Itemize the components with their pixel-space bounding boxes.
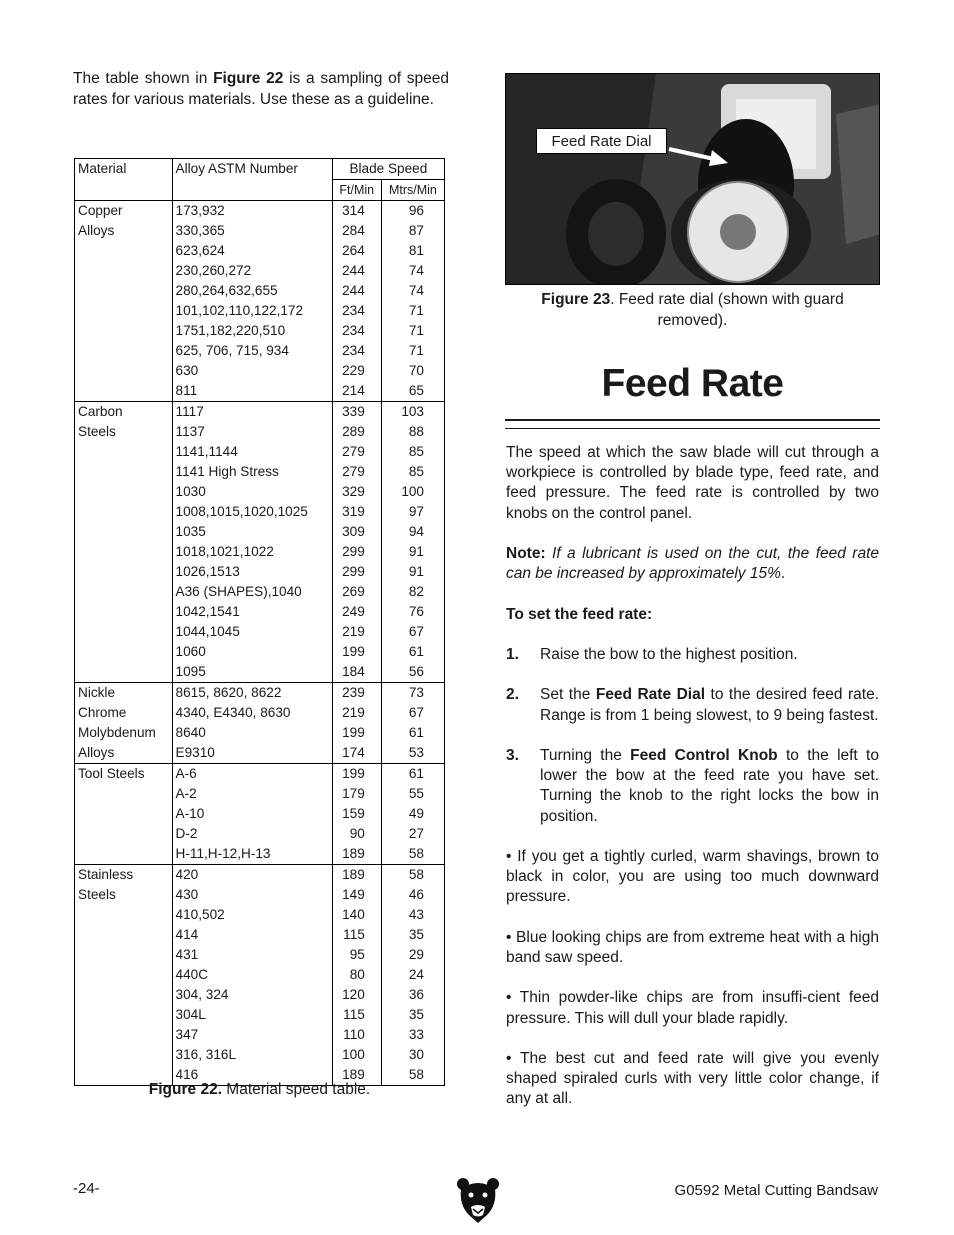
alloy-cell: 416 (172, 1065, 332, 1086)
ft-min-cell: 239 (332, 683, 381, 704)
alloy-cell: 1008,1015,1020,1025 (172, 502, 332, 522)
table-row (75, 865, 445, 886)
footer-title: G0592 Metal Cutting Bandsaw (674, 1182, 878, 1199)
table-row (75, 764, 445, 785)
material-cell (75, 321, 173, 341)
mtrs-min-cell: 56 (381, 662, 444, 683)
mtrs-min-cell: 94 (381, 522, 444, 542)
alloy-cell: 173,932 (172, 201, 332, 222)
table-row (75, 804, 445, 824)
step-text-post: to the desired feed rate. Range is from 1 being slowest, to 9 being fastest. (540, 686, 879, 724)
header-ft-min: Ft/Min (332, 180, 381, 201)
bullet-item: • Thin powder-like chips are from insuffi-cient feed pressure. This will dull your blade rapidly. (506, 989, 879, 1027)
ft-min-cell: 110 (332, 1025, 381, 1045)
mtrs-min-cell: 71 (381, 301, 444, 321)
mtrs-min-cell: 76 (381, 602, 444, 622)
mtrs-min-cell: 74 (381, 261, 444, 281)
table-row (75, 301, 445, 321)
procedure-step (506, 645, 879, 665)
material-cell (75, 965, 173, 985)
ft-min-cell: 199 (332, 723, 381, 743)
header-blade-speed: Blade Speed (332, 159, 444, 180)
material-cell (75, 804, 173, 824)
alloy-cell: 330,365 (172, 221, 332, 241)
mtrs-min-cell: 43 (381, 905, 444, 925)
procedure-heading (506, 605, 879, 625)
table-row (75, 683, 445, 704)
table-row (75, 1005, 445, 1025)
alloy-cell: 1137 (172, 422, 332, 442)
alloy-cell: 1026,1513 (172, 562, 332, 582)
material-cell (75, 281, 173, 301)
procedure-heading-text: To set the feed rate: (506, 605, 653, 623)
ft-min-cell: 234 (332, 301, 381, 321)
material-cell: Copper (75, 201, 173, 222)
feed-rate-dial-callout: Feed Rate Dial (536, 128, 667, 154)
ft-min-cell: 174 (332, 743, 381, 764)
alloy-cell: 625, 706, 715, 934 (172, 341, 332, 361)
material-cell: Tool Steels (75, 764, 173, 785)
grizzly-bear-logo (455, 1175, 501, 1225)
bullet-item: • If you get a tightly curled, warm shavings, brown to black in color, you are using too much downward pressure. (506, 847, 879, 906)
bullet-item: • The best cut and feed rate will give you evenly shaped spiraled curls with very little color change, if any at all. (506, 1049, 879, 1108)
header-material: Material (75, 159, 173, 201)
mtrs-min-cell: 58 (381, 865, 444, 886)
material-cell: Nickle (75, 683, 173, 704)
mtrs-min-cell: 46 (381, 885, 444, 905)
alloy-cell: 1141,1144 (172, 442, 332, 462)
step-text (540, 645, 879, 665)
procedure-step (506, 685, 879, 725)
ft-min-cell: 214 (332, 381, 381, 402)
mtrs-min-cell: 88 (381, 422, 444, 442)
step-control-name: Feed Control Knob (630, 746, 778, 764)
step-number: 2. (506, 686, 519, 704)
ft-min-cell: 149 (332, 885, 381, 905)
step-number: 3. (506, 746, 519, 764)
ft-min-cell: 179 (332, 784, 381, 804)
heading-rule-thick (505, 419, 880, 421)
alloy-cell: A-10 (172, 804, 332, 824)
table-row (75, 562, 445, 582)
material-cell (75, 925, 173, 945)
mtrs-min-cell: 33 (381, 1025, 444, 1045)
mtrs-min-cell: 36 (381, 985, 444, 1005)
ft-min-cell: 279 (332, 442, 381, 462)
ft-min-cell: 140 (332, 905, 381, 925)
intro-text-end: is a sampling of speed rates for various materials. Use these as a guideline. (73, 70, 449, 108)
alloy-cell: 304, 324 (172, 985, 332, 1005)
intro-paragraph (73, 69, 449, 110)
page-number: -24- (73, 1180, 100, 1197)
material-cell (75, 301, 173, 321)
material-cell (75, 582, 173, 602)
mtrs-min-cell: 67 (381, 703, 444, 723)
ft-min-cell: 234 (332, 321, 381, 341)
material-cell: Alloys (75, 221, 173, 241)
material-cell (75, 824, 173, 844)
table-row (75, 743, 445, 764)
table-row (75, 925, 445, 945)
table-row (75, 723, 445, 743)
ft-min-cell: 80 (332, 965, 381, 985)
table-row (75, 1025, 445, 1045)
material-cell (75, 622, 173, 642)
step-text (540, 685, 879, 725)
mtrs-min-cell: 24 (381, 965, 444, 985)
alloy-cell: 1141 High Stress (172, 462, 332, 482)
feed-rate-dial-illustration (506, 74, 880, 285)
ft-min-cell: 289 (332, 422, 381, 442)
mtrs-min-cell: 29 (381, 945, 444, 965)
note-text: If a lubricant is used on the cut, the feed rate can be increased by approximately 15% (506, 545, 879, 583)
material-cell: Steels (75, 422, 173, 442)
alloy-cell: 304L (172, 1005, 332, 1025)
mtrs-min-cell: 67 (381, 622, 444, 642)
alloy-cell: 101,102,110,122,172 (172, 301, 332, 321)
ft-min-cell: 189 (332, 1065, 381, 1086)
table-row (75, 522, 445, 542)
material-cell (75, 361, 173, 381)
table-row (75, 662, 445, 683)
mtrs-min-cell: 103 (381, 402, 444, 423)
mtrs-min-cell: 71 (381, 321, 444, 341)
alloy-cell: A-6 (172, 764, 332, 785)
table-row (75, 201, 445, 222)
material-cell (75, 562, 173, 582)
alloy-cell: E9310 (172, 743, 332, 764)
ft-min-cell: 115 (332, 1005, 381, 1025)
figure-23-text: . Feed rate dial (shown with guard removed). (610, 291, 844, 329)
material-cell (75, 381, 173, 402)
alloy-cell: 1044,1045 (172, 622, 332, 642)
step-text-pre: Raise the bow to the highest position. (540, 645, 798, 663)
alloy-cell: A36 (SHAPES),1040 (172, 582, 332, 602)
material-cell (75, 502, 173, 522)
step-text-pre: Turning the (540, 746, 631, 764)
mtrs-min-cell: 53 (381, 743, 444, 764)
ft-min-cell: 269 (332, 582, 381, 602)
table-row (75, 602, 445, 622)
table-row (75, 221, 445, 241)
table-row (75, 824, 445, 844)
mtrs-min-cell: 91 (381, 542, 444, 562)
alloy-cell: H-11,H-12,H-13 (172, 844, 332, 865)
ft-min-cell: 299 (332, 562, 381, 582)
heading-rule-thin (505, 428, 880, 429)
alloy-cell: 1117 (172, 402, 332, 423)
alloy-cell: 347 (172, 1025, 332, 1045)
alloy-cell: 4340, E4340, 8630 (172, 703, 332, 723)
ft-min-cell: 189 (332, 844, 381, 865)
table-row (75, 582, 445, 602)
material-cell (75, 542, 173, 562)
mtrs-min-cell: 100 (381, 482, 444, 502)
table-row (75, 622, 445, 642)
table-row (75, 784, 445, 804)
material-cell (75, 522, 173, 542)
table-row (75, 361, 445, 381)
mtrs-min-cell: 87 (381, 221, 444, 241)
note-label: Note: (506, 545, 546, 562)
material-cell (75, 642, 173, 662)
ft-min-cell: 319 (332, 502, 381, 522)
alloy-cell: 1060 (172, 642, 332, 662)
figure-22-text: Material speed table. (222, 1081, 371, 1098)
material-cell (75, 482, 173, 502)
note-paragraph (506, 544, 879, 584)
mtrs-min-cell: 70 (381, 361, 444, 381)
ft-min-cell: 90 (332, 824, 381, 844)
table-row (75, 281, 445, 301)
mtrs-min-cell: 58 (381, 844, 444, 865)
material-cell (75, 985, 173, 1005)
table-row (75, 442, 445, 462)
alloy-cell: 431 (172, 945, 332, 965)
header-alloy: Alloy ASTM Number (172, 159, 332, 201)
material-cell (75, 1045, 173, 1065)
mtrs-min-cell: 85 (381, 442, 444, 462)
alloy-cell: 430 (172, 885, 332, 905)
table-row (75, 885, 445, 905)
intro-text: The table shown in (73, 70, 214, 87)
material-cell: Molybdenum (75, 723, 173, 743)
step-control-name: Feed Rate Dial (595, 686, 706, 704)
mtrs-min-cell: 61 (381, 723, 444, 743)
table-row (75, 703, 445, 723)
figure-22-label: Figure 22. (148, 1081, 222, 1098)
ft-min-cell: 314 (332, 201, 381, 222)
material-cell (75, 844, 173, 865)
step-text (540, 746, 879, 827)
table-row (75, 482, 445, 502)
table-row (75, 261, 445, 281)
ft-min-cell: 284 (332, 221, 381, 241)
mtrs-min-cell: 82 (381, 582, 444, 602)
table-row (75, 844, 445, 865)
material-cell (75, 241, 173, 261)
alloy-cell: A-2 (172, 784, 332, 804)
ft-min-cell: 199 (332, 764, 381, 785)
material-cell (75, 341, 173, 361)
mtrs-min-cell: 96 (381, 201, 444, 222)
table-row (75, 462, 445, 482)
mtrs-min-cell: 49 (381, 804, 444, 824)
step-number: 1. (506, 645, 519, 663)
alloy-cell: 410,502 (172, 905, 332, 925)
ft-min-cell: 95 (332, 945, 381, 965)
ft-min-cell: 299 (332, 542, 381, 562)
mtrs-min-cell: 58 (381, 1065, 444, 1086)
ft-min-cell: 115 (332, 925, 381, 945)
mtrs-min-cell: 81 (381, 241, 444, 261)
mtrs-min-cell: 30 (381, 1045, 444, 1065)
table-row (75, 965, 445, 985)
alloy-cell: 8640 (172, 723, 332, 743)
ft-min-cell: 244 (332, 281, 381, 301)
ft-min-cell: 279 (332, 462, 381, 482)
ft-min-cell: 249 (332, 602, 381, 622)
mtrs-min-cell: 74 (381, 281, 444, 301)
material-cell (75, 462, 173, 482)
material-cell: Carbon (75, 402, 173, 423)
alloy-cell: 8615, 8620, 8622 (172, 683, 332, 704)
figure-23-caption (505, 289, 880, 331)
ft-min-cell: 264 (332, 241, 381, 261)
alloy-cell: 1030 (172, 482, 332, 502)
table-row (75, 642, 445, 662)
mtrs-min-cell: 91 (381, 562, 444, 582)
material-cell (75, 442, 173, 462)
ft-min-cell: 184 (332, 662, 381, 683)
alloy-cell: 420 (172, 865, 332, 886)
ft-min-cell: 229 (332, 361, 381, 381)
ft-min-cell: 100 (332, 1045, 381, 1065)
material-cell: Alloys (75, 743, 173, 764)
table-row (75, 321, 445, 341)
mtrs-min-cell: 55 (381, 784, 444, 804)
material-cell: Stainless (75, 865, 173, 886)
material-speed-table (74, 158, 445, 1086)
material-cell (75, 1025, 173, 1045)
ft-min-cell: 329 (332, 482, 381, 502)
alloy-cell: 1095 (172, 662, 332, 683)
ft-min-cell: 339 (332, 402, 381, 423)
mtrs-min-cell: 61 (381, 764, 444, 785)
table-row (75, 542, 445, 562)
table-row (75, 1045, 445, 1065)
table-row (75, 402, 445, 423)
alloy-cell: 811 (172, 381, 332, 402)
mtrs-min-cell: 65 (381, 381, 444, 402)
alloy-cell: 414 (172, 925, 332, 945)
alloy-cell: 623,624 (172, 241, 332, 261)
mtrs-min-cell: 85 (381, 462, 444, 482)
table-row (75, 381, 445, 402)
feed-rate-body (506, 443, 879, 1130)
intro-feed-rate: The speed at which the saw blade will cut through a workpiece is controlled by blade type, feed rate, and feed pressure. The feed rate is controlled by two knobs on the control panel. (506, 444, 879, 522)
material-cell (75, 662, 173, 683)
material-cell: Steels (75, 885, 173, 905)
alloy-cell: 316, 316L (172, 1045, 332, 1065)
table-row (75, 341, 445, 361)
ft-min-cell: 189 (332, 865, 381, 886)
material-cell (75, 905, 173, 925)
figure-22-caption (74, 1081, 445, 1099)
ft-min-cell: 219 (332, 622, 381, 642)
material-cell (75, 1005, 173, 1025)
alloy-cell: 1042,1541 (172, 602, 332, 622)
step-text-pre: Set the (540, 686, 596, 704)
bullet-item: • Blue looking chips are from extreme heat with a high band saw speed. (506, 928, 879, 966)
ft-min-cell: 159 (332, 804, 381, 824)
material-cell: Chrome (75, 703, 173, 723)
ft-min-cell: 309 (332, 522, 381, 542)
ft-min-cell: 120 (332, 985, 381, 1005)
material-cell (75, 261, 173, 281)
alloy-cell: 1018,1021,1022 (172, 542, 332, 562)
procedure-step (506, 746, 879, 827)
ft-min-cell: 244 (332, 261, 381, 281)
section-heading: Feed Rate (601, 362, 784, 405)
table-row (75, 502, 445, 522)
alloy-cell: 1035 (172, 522, 332, 542)
mtrs-min-cell: 27 (381, 824, 444, 844)
procedure-steps (506, 645, 879, 827)
feed-rate-dial-photo (505, 73, 880, 285)
alloy-cell: D-2 (172, 824, 332, 844)
figure-23-label: Figure 23 (541, 291, 611, 308)
alloy-cell: 1751,182,220,510 (172, 321, 332, 341)
table-row (75, 985, 445, 1005)
alloy-cell: 440C (172, 965, 332, 985)
mtrs-min-cell: 73 (381, 683, 444, 704)
note-end: . (780, 565, 786, 583)
ft-min-cell: 199 (332, 642, 381, 662)
mtrs-min-cell: 61 (381, 642, 444, 662)
material-cell (75, 945, 173, 965)
ft-min-cell: 234 (332, 341, 381, 361)
mtrs-min-cell: 35 (381, 1005, 444, 1025)
chip-guide-bullets (506, 847, 879, 1110)
step-text-post: to the left to lower the bow at the feed rate you have set. Turning the knob to the right locks the bow in position. (540, 746, 879, 825)
alloy-cell: 630 (172, 361, 332, 381)
table-row (75, 905, 445, 925)
material-cell (75, 602, 173, 622)
mtrs-min-cell: 71 (381, 341, 444, 361)
table-row (75, 241, 445, 261)
ft-min-cell: 219 (332, 703, 381, 723)
table-row (75, 422, 445, 442)
mtrs-min-cell: 35 (381, 925, 444, 945)
material-cell (75, 784, 173, 804)
header-mtrs-min: Mtrs/Min (381, 180, 444, 201)
alloy-cell: 230,260,272 (172, 261, 332, 281)
alloy-cell: 280,264,632,655 (172, 281, 332, 301)
mtrs-min-cell: 97 (381, 502, 444, 522)
intro-figure-ref: Figure 22 (213, 70, 284, 87)
table-row (75, 945, 445, 965)
